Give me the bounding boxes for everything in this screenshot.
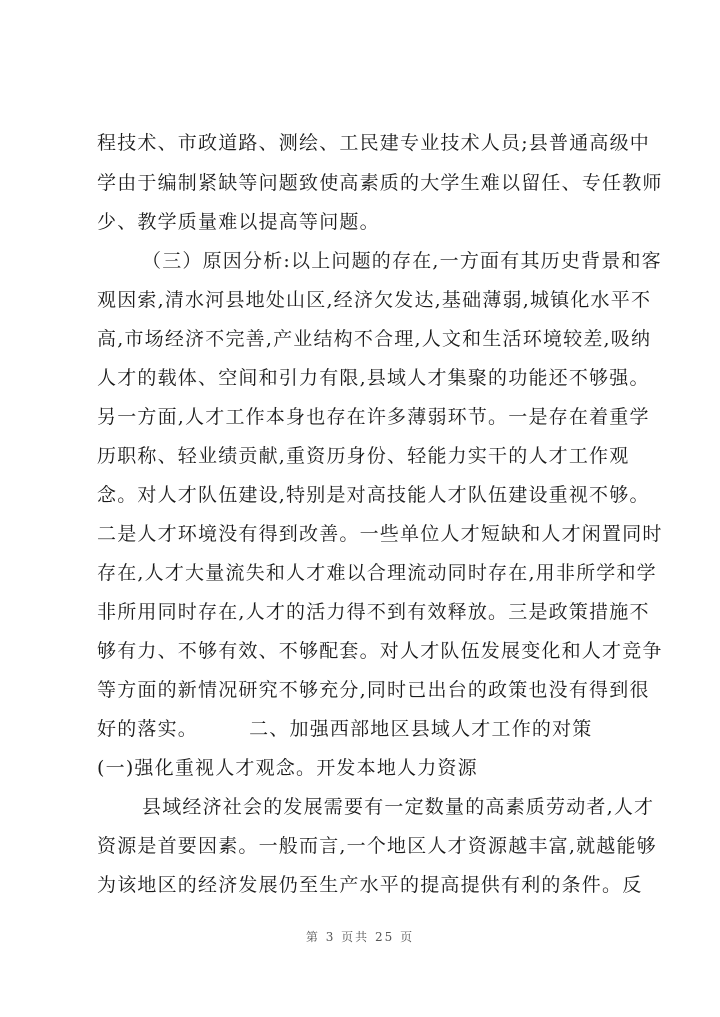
body-text-line: 人才的载体、空间和引力有限,县域人才集聚的功能还不够强。 (97, 367, 650, 389)
body-text-line: 等方面的新情况研究不够充分,同时已出台的政策也没有得到很 (97, 679, 650, 701)
body-text-line: 非所用同时存在,人才的活力得不到有效释放。三是政策措施不 (97, 601, 650, 623)
section-heading-line: 好的落实。 二、加强西部地区县域人才工作的对策 (97, 718, 593, 740)
body-text-line: 历职称、轻业绩贡献,重资历身份、轻能力实干的人才工作观 (97, 445, 630, 467)
body-text-line: 学由于编制紧缺等问题致使高素质的大学生难以留任、专任教师 (97, 172, 663, 194)
section-paragraph-start: （三）原因分析:以上问题的存在,一方面有其历史背景和客 (142, 250, 662, 272)
body-text-line: 为该地区的经济发展仍至生产水平的提高提供有利的条件。反 (97, 874, 643, 896)
body-text-line: 存在,人才大量流失和人才难以合理流动同时存在,用非所学和学 (97, 562, 657, 584)
body-text-line: 二是人才环境没有得到改善。一些单位人才短缺和人才闲置同时 (97, 523, 663, 545)
page-footer: 第 3 页共 25 页 (305, 930, 415, 944)
body-text-line: 程技术、市政道路、测绘、工民建专业技术人员;县普通高级中 (97, 132, 651, 154)
body-text-line: 资源是首要因素。一般而言,一个地区人才资源越丰富,就越能够 (97, 835, 657, 857)
body-text-line: 念。对人才队伍建设,特别是对高技能人才队伍建设重视不够。 (97, 484, 650, 506)
section-paragraph-start: 县域经济社会的发展需要有一定数量的高素质劳动者,人才 (142, 796, 655, 818)
body-text-line: 观因索,清水河县地处山区,经济欠发达,基础薄弱,城镇化水平不 (97, 289, 652, 311)
body-text-line: 高,市场经济不完善,产业结构不合理,人文和生活环境较差,吸纳 (97, 328, 652, 350)
body-text-line: 另一方面,人才工作本身也存在许多薄弱环节。一是存在着重学 (97, 406, 650, 428)
subsection-heading: (一)强化重视人才观念。开发本地人力资源 (97, 757, 478, 779)
body-text-line: 少、教学质量难以提高等问题。 (97, 211, 380, 233)
body-text-line: 够有力、不够有效、不够配套。对人才队伍发展变化和人才竞争 (97, 640, 663, 662)
